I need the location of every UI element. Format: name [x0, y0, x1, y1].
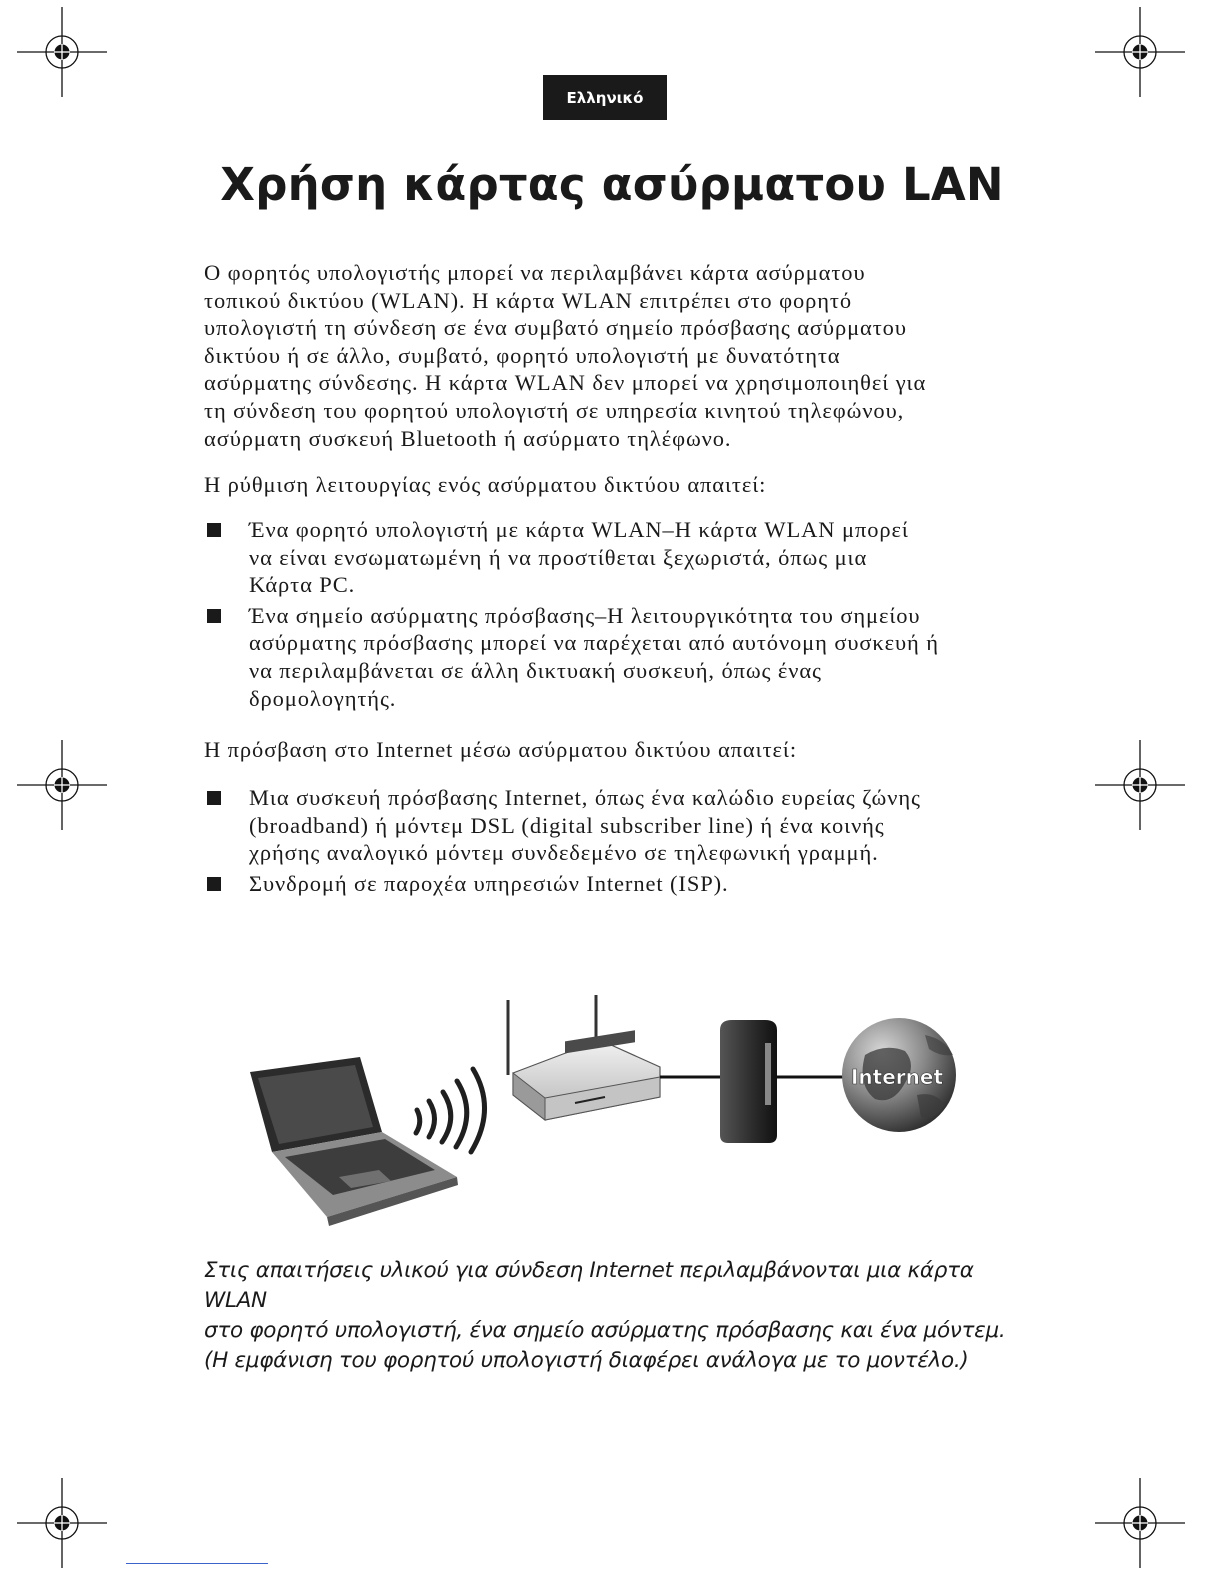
- registration-mark-middle-left: [17, 740, 107, 830]
- list-item-line: να είναι ενσωματωμένη ή να προστίθεται ξεχωριστά, όπως μια: [249, 544, 868, 570]
- list-item-line: δρομολογητής.: [249, 685, 397, 711]
- list-item: [204, 784, 1024, 867]
- registration-mark-bottom-right: [1095, 1478, 1185, 1568]
- caption-line: στο φορητό υπολογιστή, ένα σημείο ασύρματης πρόσβασης και ένα μόντεμ.: [204, 1318, 1006, 1343]
- registration-mark-middle-right: [1095, 740, 1185, 830]
- bullet-square-icon: [207, 609, 221, 623]
- section2-heading: Η πρόσβαση στο Internet μέσω ασύρματου δικτύου απαιτεί:: [204, 737, 797, 762]
- bullet-square-icon: [207, 523, 221, 537]
- section1-heading: Η ρύθμιση λειτουργίας ενός ασύρματου δικτύου απαιτεί:: [204, 472, 767, 497]
- language-tag: Ελληνικό: [543, 75, 667, 120]
- intro-line: ασύρματης σύνδεσης. Η κάρτα WLAN δεν μπορεί να χρησιμοποιηθεί για: [204, 370, 927, 396]
- router-icon: [508, 995, 660, 1120]
- intro-line: τη σύνδεση του φορητού υπολογιστή σε υπηρεσία κινητού τηλεφώνου,: [204, 397, 905, 423]
- list-item: [204, 602, 1024, 712]
- intro-line: Ο φορητός υπολογιστής μπορεί να περιλαμβάνει κάρτα ασύρματου: [204, 260, 866, 285]
- list-item-line: Κάρτα PC.: [249, 572, 356, 598]
- section1-list: [204, 516, 1024, 715]
- wireless-signal-icon: [416, 1069, 485, 1152]
- list-item-line: Ένα φορητό υπολογιστή με κάρτα WLAN–Η κάρτα WLAN μπορεί: [249, 517, 909, 542]
- list-item-line: Μια συσκευή πρόσβασης Internet, όπως ένα καλώδιο ευρείας ζώνης: [249, 785, 921, 810]
- bullet-square-icon: [207, 877, 221, 891]
- intro-line: δικτύου ή σε άλλο, συμβατό, φορητό υπολογιστή με δυνατότητα: [204, 342, 841, 368]
- list-item-line: χρήσης αναλογικό μόντεμ συνδεδεμένο σε τηλεφωνική γραμμή.: [249, 840, 879, 866]
- list-item: [204, 516, 1024, 599]
- list-item-line: ασύρματης πρόσβασης μπορεί να παρέχεται από αυτόνομη συσκευή ή: [249, 630, 939, 656]
- intro-line: ασύρματη συσκευή Bluetooth ή ασύρματο τηλέφωνο.: [204, 425, 732, 451]
- list-item-line: Συνδρομή σε παροχέα υπηρεσιών Internet (ISP).: [249, 870, 729, 896]
- page-title: Χρήση κάρτας ασύρματου LAN: [220, 158, 1004, 211]
- intro-paragraph: [204, 259, 1024, 452]
- modem-icon: [720, 1020, 777, 1143]
- list-item: [204, 870, 1024, 898]
- caption-line: Στις απαιτήσεις υλικού για σύνδεση Internet περιλαμβάνονται μια κάρτα WLAN: [204, 1258, 974, 1313]
- internet-label: Internet: [850, 1065, 944, 1089]
- list-item-line: να περιλαμβάνεται σε άλλη δικτυακή συσκευή, όπως ένας: [249, 657, 822, 683]
- list-item-line: (broadband) ή μόντεμ DSL (digital subscriber line) ή ένα κοινής: [249, 812, 885, 838]
- registration-mark-top-right: [1095, 7, 1185, 97]
- registration-mark-top-left: [17, 7, 107, 97]
- section2-list: [204, 784, 1024, 900]
- figure-caption: [204, 1256, 1024, 1376]
- intro-line: τοπικού δικτύου (WLAN). Η κάρτα WLAN επιτρέπει στο φορητό: [204, 287, 852, 313]
- bullet-square-icon: [207, 791, 221, 805]
- intro-line: υπολογιστή τη σύνδεση σε ένα συμβατό σημείο πρόσβασης ασύρματου: [204, 315, 907, 341]
- footer-rule: [126, 1563, 268, 1564]
- registration-mark-bottom-left: [17, 1478, 107, 1568]
- caption-line: (Η εμφάνιση του φορητού υπολογιστή διαφέρει ανάλογα με το μοντέλο.): [204, 1348, 969, 1373]
- network-diagram: [245, 995, 975, 1230]
- laptop-icon: [250, 1057, 458, 1226]
- list-item-line: Ένα σημείο ασύρματης πρόσβασης–Η λειτουργικότητα του σημείου: [249, 602, 921, 628]
